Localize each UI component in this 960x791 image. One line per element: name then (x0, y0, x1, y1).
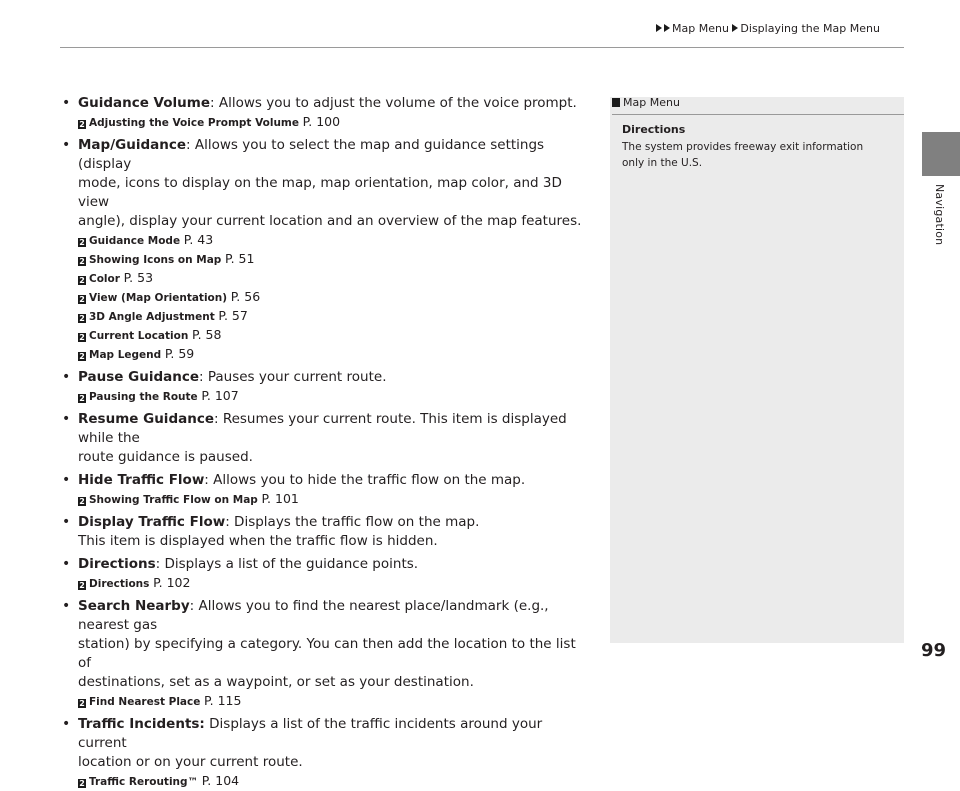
page-reference-link[interactable] (78, 574, 592, 593)
side-note-text: The system provides freeway exit information only in the U.S. (622, 141, 864, 169)
reference-arrow-icon: 2 (79, 120, 85, 129)
item-text-line: This item is displayed when the traffic flow is hidden. (78, 533, 438, 549)
side-note-box (610, 97, 904, 643)
item-description (78, 410, 592, 448)
item-text: Displays a list of the traffic incidents around your current (78, 716, 543, 751)
menu-item-list (62, 94, 592, 791)
page-reference-link[interactable] (78, 345, 592, 364)
reference-page: P. 101 (261, 491, 299, 506)
item-description (78, 368, 592, 387)
bullet-icon: • (62, 411, 71, 427)
bullet-icon: • (62, 472, 71, 488)
reference-arrow-icon: 2 (79, 699, 85, 708)
bullet-icon: • (62, 598, 71, 614)
menu-item (62, 513, 592, 551)
reference-label: Traffic Rerouting™ (89, 776, 202, 788)
item-term: Traffic Incidents: (78, 716, 205, 732)
menu-item (62, 368, 592, 406)
item-text: : Allows you to hide the traffic flow on the map. (204, 472, 526, 488)
page-reference-link[interactable] (78, 269, 592, 288)
reference-arrow-icon: 2 (79, 238, 85, 247)
side-note-rule (612, 114, 904, 115)
page-reference-link[interactable] (78, 113, 592, 132)
section-tab-label: Navigation (933, 184, 946, 246)
menu-item (62, 410, 592, 467)
section-tab[interactable] (922, 132, 960, 176)
item-term: Display Traffic Flow (78, 514, 226, 530)
page-reference-link[interactable] (78, 772, 592, 791)
breadcrumb (656, 22, 880, 35)
item-text-line: location or on your current route. (78, 754, 303, 770)
reference-label: View (Map Orientation) (89, 292, 231, 304)
item-text-line: destinations, set as a waypoint, or set as your destination. (78, 674, 474, 690)
item-text: : Displays a list of the guidance points. (155, 556, 419, 572)
triangle-arrow-icon (732, 24, 738, 32)
reference-label: Pausing the Route (89, 391, 202, 403)
reference-label: Directions (89, 578, 154, 590)
reference-arrow-icon: 2 (79, 257, 85, 266)
reference-label: Color (89, 273, 124, 285)
menu-item (62, 715, 592, 791)
triangle-arrow-icon (664, 24, 670, 32)
item-text-line: station) by specifying a category. You can then add the location to the list of (78, 636, 576, 671)
item-text: : Resumes your current route. This item is displayed while the (78, 411, 567, 446)
item-text: : Allows you to adjust the volume of the voice prompt. (210, 95, 577, 111)
reference-page: P. 56 (230, 289, 261, 304)
reference-page: P. 57 (218, 308, 248, 323)
item-term: Resume Guidance (78, 411, 214, 427)
breadcrumb-section[interactable]: Map Menu (672, 22, 729, 35)
side-note-heading (612, 96, 680, 110)
item-description (78, 471, 592, 490)
page-reference-link[interactable] (78, 307, 592, 326)
item-description (78, 94, 592, 113)
reference-arrow-icon: 2 (79, 276, 85, 285)
item-term: Map/Guidance (78, 137, 186, 153)
side-note-title: Directions (622, 123, 686, 136)
reference-page: P. 102 (153, 575, 191, 590)
page-reference-link[interactable] (78, 231, 592, 250)
reference-page: P. 59 (164, 346, 195, 361)
reference-label: Map Legend (89, 349, 165, 361)
triangle-arrow-icon (656, 24, 662, 32)
page-reference-link[interactable] (78, 326, 592, 345)
reference-page: P. 115 (204, 693, 242, 708)
reference-page: P. 51 (224, 251, 255, 266)
menu-item (62, 471, 592, 509)
item-term: Directions (78, 556, 156, 572)
item-description (78, 136, 592, 174)
menu-item (62, 136, 592, 364)
page-reference-link[interactable] (78, 692, 592, 711)
reference-label: 3D Angle Adjustment (89, 311, 219, 323)
reference-arrow-icon (612, 98, 620, 107)
reference-label: Showing Icons on Map (89, 254, 225, 266)
reference-arrow-icon: 2 (79, 394, 85, 403)
reference-label: Find Nearest Place (89, 696, 205, 708)
item-description (78, 715, 592, 753)
page-reference-link[interactable] (78, 250, 592, 269)
reference-arrow-icon: 2 (79, 314, 85, 323)
reference-page: P. 104 (201, 773, 240, 788)
reference-arrow-icon: 2 (79, 497, 85, 506)
bullet-icon: • (62, 716, 71, 732)
side-note-heading-text: Map Menu (623, 96, 680, 109)
page-number: 99 (921, 640, 947, 661)
reference-page: P. 100 (302, 114, 341, 129)
bullet-icon: • (62, 369, 71, 385)
item-term: Hide Traffic Flow (78, 472, 205, 488)
bullet-icon: • (62, 95, 71, 111)
reference-label: Current Location (89, 330, 192, 342)
item-text-line: route guidance is paused. (78, 449, 253, 465)
menu-item (62, 555, 592, 593)
reference-page: P. 53 (123, 270, 154, 285)
reference-arrow-icon: 2 (79, 352, 85, 361)
reference-page: P. 107 (201, 388, 239, 403)
bullet-icon: • (62, 514, 71, 530)
reference-arrow-icon: 2 (79, 295, 85, 304)
bullet-icon: • (62, 137, 71, 153)
bullet-icon: • (62, 556, 71, 572)
item-text: : Displays the traffic flow on the map. (225, 514, 480, 530)
page-reference-link[interactable] (78, 490, 592, 509)
reference-label: Showing Traffic Flow on Map (89, 494, 262, 506)
item-term: Search Nearby (78, 598, 190, 614)
item-description (78, 555, 592, 574)
reference-label: Adjusting the Voice Prompt Volume (89, 117, 303, 129)
header-rule (60, 47, 904, 48)
item-text-line: mode, icons to display on the map, map orientation, map color, and 3D view (78, 175, 562, 210)
item-term: Pause Guidance (78, 369, 200, 385)
reference-page: P. 58 (192, 327, 222, 342)
page-reference-link[interactable] (78, 288, 592, 307)
item-description (78, 513, 592, 532)
reference-label: Guidance Mode (89, 235, 184, 247)
item-text: : Allows you to select the map and guidance settings (display (78, 137, 545, 172)
reference-arrow-icon: 2 (79, 779, 85, 788)
item-text: : Allows you to find the nearest place/landmark (e.g., nearest gas (78, 598, 549, 633)
menu-item (62, 597, 592, 711)
menu-item (62, 94, 592, 132)
reference-page: P. 43 (183, 232, 214, 247)
item-text-line: angle), display your current location and an overview of the map features. (78, 213, 582, 229)
page-reference-link[interactable] (78, 387, 592, 406)
reference-arrow-icon: 2 (79, 581, 85, 590)
breadcrumb-page[interactable]: Displaying the Map Menu (740, 22, 880, 35)
item-description (78, 597, 592, 635)
item-text: : Pauses your current route. (199, 369, 387, 385)
item-term: Guidance Volume (78, 95, 211, 111)
reference-arrow-icon: 2 (79, 333, 85, 342)
